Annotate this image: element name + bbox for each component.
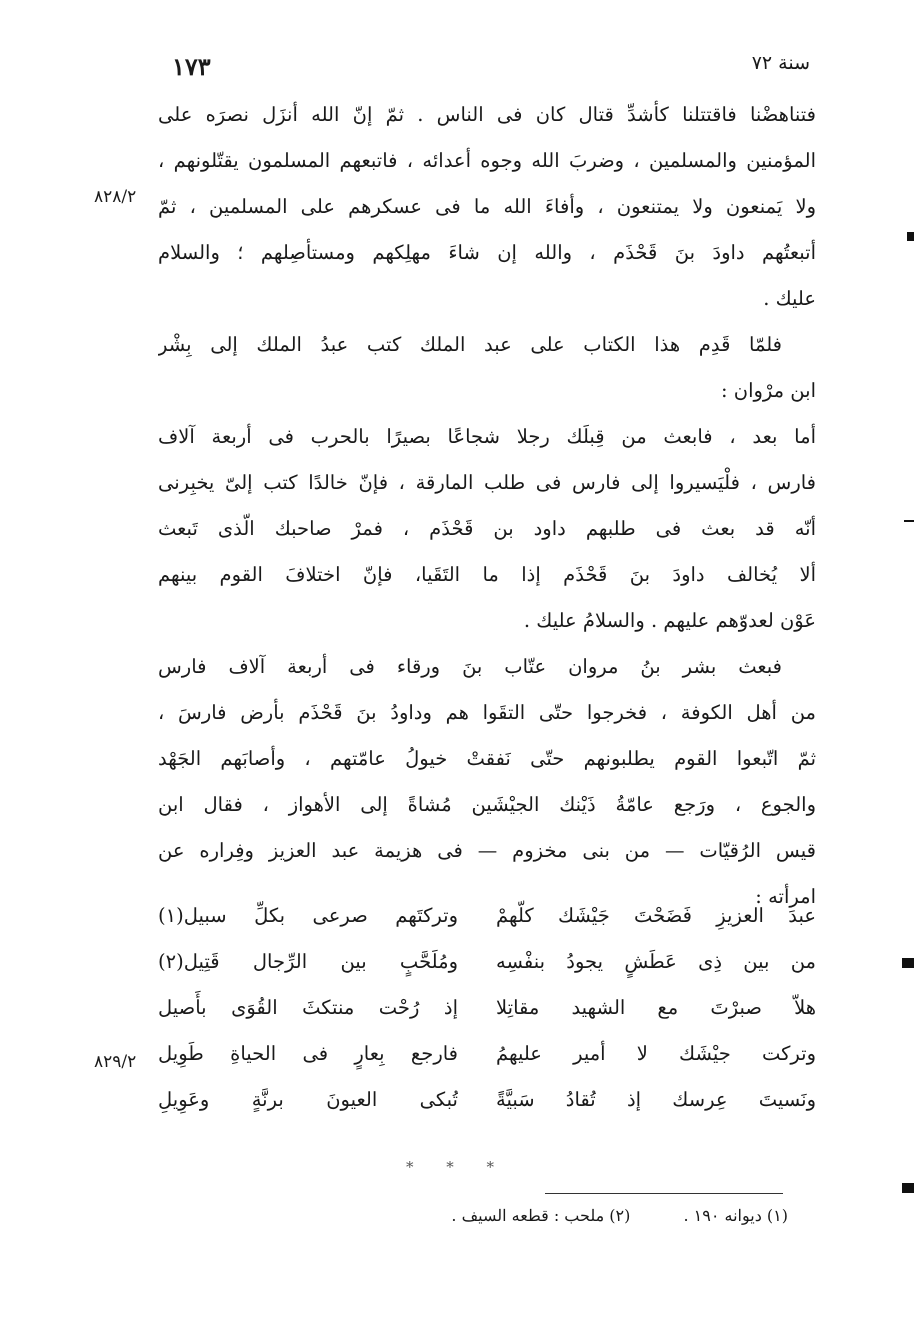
poem <box>158 893 816 1123</box>
page-number: ١٧٣ <box>172 52 211 81</box>
margin-reference: ٨٢٨/٢ <box>94 187 137 207</box>
text-line: والجوع ، ورَجع عامّةُ ذَيْنك الجيْشَين مُشاةً إلى الأهواز ، فقال ابن <box>158 793 816 816</box>
text-line: فبعث بشر بنُ مروان عتّاب بنَ ورقاء فى أربعة آلاف فارس <box>158 655 782 678</box>
text-line: ثمّ اتّبعوا القوم يطلبونهم حتّى نَفقتْ خيولُ عامّتهم ، وأصابَهم الجَهْد <box>158 747 816 770</box>
running-head-year: سنة ٧٢ <box>751 52 810 74</box>
text-line: فتناهضْنا فاقتتلنا كأشدِّ قتال كان فى الناس . ثمّ إنّ الله أنزَل نصرَه على <box>158 103 816 126</box>
footnotes <box>403 1206 788 1225</box>
text-line: المؤمنين والمسلمين ، وضربَ الله وجوه أعدائه ، فاتبعهم المسلمون يقتّلونهم ، <box>158 149 816 172</box>
verse-second-hemistich: وتركتَهم صرعى بكلِّ سبيل(١) <box>158 904 458 927</box>
text-line: عَوْن لعدوّهم عليهم . والسلامُ عليك . <box>523 609 816 632</box>
scan-mark <box>907 232 914 241</box>
verse-first-hemistich: وتركت جيْشَك لا أمير عليهمُ <box>496 1042 816 1065</box>
footnote: (١) ديوانه ١٩٠ . <box>683 1206 788 1225</box>
scan-mark <box>902 1183 914 1193</box>
text-line: عليك . <box>763 287 816 310</box>
footnote: (٢) ملحب : قطعه السيف . <box>451 1206 631 1225</box>
footnote-rule <box>545 1193 783 1194</box>
text-line: امرأته : <box>755 885 816 908</box>
verse-second-hemistich: ومُلَحَّبٍ بين الرِّجال قَتِيل(٢) <box>158 950 458 973</box>
text-line: فلمّا قَدِم هذا الكتاب على عبد الملك كتب عبدُ الملك إلى بِشْر <box>158 333 782 356</box>
verse-first-hemistich: عبدَ العزيزِ فَضَحْتَ جَيْشَك كلّهمْ <box>496 904 816 927</box>
verse-second-hemistich: إذ رُحْت منتكثَ القُوَى بأَصيل <box>158 996 458 1019</box>
verse-second-hemistich: فارجع بِعارٍ فى الحياةِ طَوِيل <box>158 1042 458 1065</box>
text-line: أتبعتُهم داودَ بنَ قَحْذَم ، والله إن شاءَ مهلِكهم ومستأصِلهم ؛ والسلام <box>158 241 816 264</box>
text-line: من أهل الكوفة ، فخرجوا حتّى التقَوا هم وداودُ بنَ قَحْذَم بأرض فارسَ ، <box>158 701 816 724</box>
scan-mark <box>902 958 914 968</box>
text-line: أما بعد ، فابعث من قِبلَك رجلا شجاعًا بصيرًا بالحرب فى أربعة آلاف <box>158 425 816 448</box>
verse-first-hemistich: ونَسيتَ عِرسك إذ تُقادُ سَبيَّةً <box>496 1088 816 1111</box>
scan-mark <box>904 520 914 522</box>
text-line: قيس الرُقيّات — من بنى مخزوم — فى هزيمة عبد العزيز وفِراره عن <box>158 839 816 862</box>
verse-first-hemistich: من بين ذِى عَطَشٍ يجودُ بنفْسِه <box>496 950 816 973</box>
verse-line <box>158 1031 816 1077</box>
verse-line <box>158 893 816 939</box>
margin-reference: ٨٢٩/٢ <box>94 1052 137 1072</box>
text-line: ابن مرْوان : <box>720 379 816 402</box>
verse-first-hemistich: هلاّ صبرْتَ مع الشهيد مقاتِلا <box>496 996 816 1019</box>
prose-body <box>158 92 816 920</box>
text-line: أنّه قد بعث فى طلبهم داود بن قَحْذَم ، فمرْ صاحبك الّذى تَبعث <box>158 517 816 540</box>
verse-line <box>158 1077 816 1123</box>
section-separator: * * * <box>405 1158 509 1176</box>
verse-line <box>158 985 816 1031</box>
text-line: فارس ، فلْيَسيروا إلى فارس فى طلب المارقة ، فإنّ خالدًا كتب إلىّ يخبِرنى <box>158 471 816 494</box>
text-line: ولا يَمنعون ولا يمتنعون ، وأفاءَ الله ما فى عسكرهم على المسلمين ، ثمّ <box>158 195 816 218</box>
verse-line <box>158 939 816 985</box>
verse-second-hemistich: تُبكى العيونَ برنَّةٍ وعَوِيلِ <box>158 1088 458 1111</box>
text-line: ألا يُخالف داودَ بنَ قَحْذَم إذا ما التَقَيا، فإنّ اختلافَ القوم بينهم <box>158 563 816 586</box>
